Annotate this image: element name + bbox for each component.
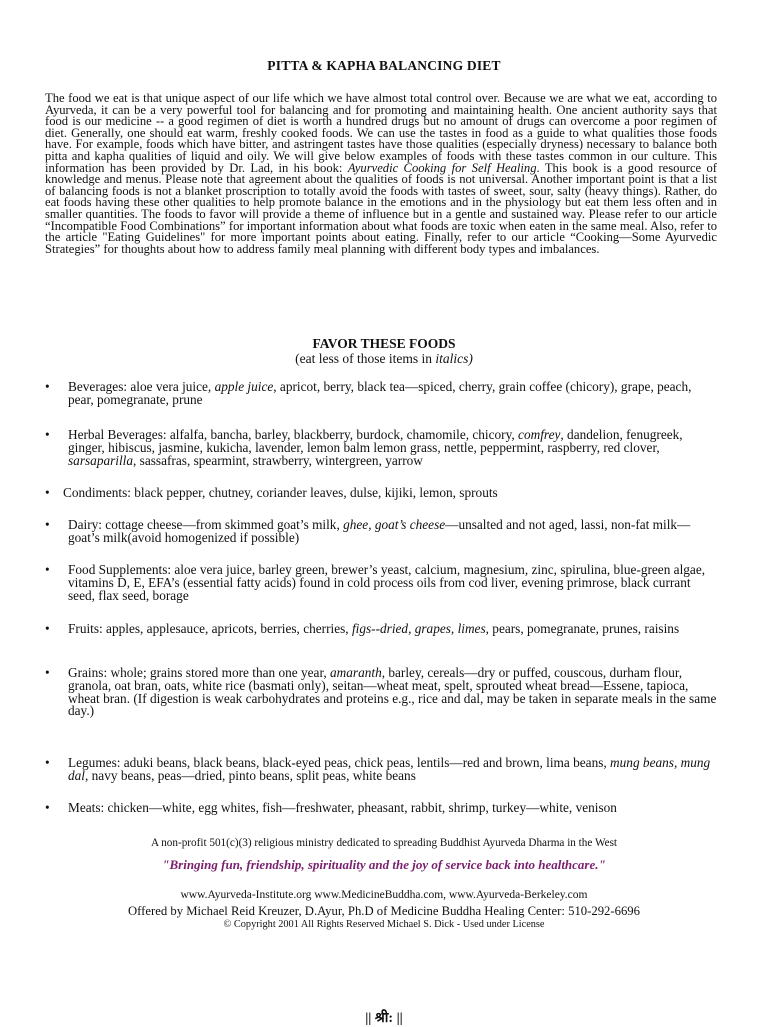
website-links: www.Ayurveda-Institute.org www.MedicineBuddha.com, www.Ayurveda-Berkeley.com: [180, 889, 588, 901]
bullet-icon: •: [45, 562, 50, 577]
text-segment: Food Supplements: aloe vera juice, barley green, brewer’s yeast, calcium, magnesium, zinc, spirulina, blue-green algae, vitamins D, E, EFA’s (essential fatty acids) found in cold process oils from cod liver, evening primrose, black currant seed, flax seed, borage: [68, 562, 706, 603]
text-segment: Legumes: aduki beans, black beans, black-eyed peas, chick peas, lentils—red and brown, lima beans,: [68, 755, 611, 770]
favor-title: FAVOR THESE FOODS: [312, 336, 456, 351]
italic-segment: figs--dried, grapes, limes: [351, 621, 486, 636]
bullet-icon: •: [45, 755, 50, 770]
list-item-text: [63, 487, 718, 500]
list-item-text: [68, 802, 718, 815]
page-title: PITTA & KAPHA BALANCING DIET: [267, 58, 501, 73]
italic-segment: amaranth: [330, 665, 382, 680]
intro-text-part-1: The food we eat is that unique aspect of our life which we have almost total control over. Because we are what we eat, according to Ayurveda, it can be a very powerful tool for balancing and for promoting and maintaining health. One ancient authority says that food is our medicine -- a good regimen of diet is worth a hundred drugs but no amount of drugs can overcome a poor regimen of diet. Generally, one should eat warm, freshly cooked foods. We can use the tastes in food as a guide to what qualities those foods have. For example, foods which have bitter, and astringent tastes have those qualities (especially dryness) necessary to balance both pitta and kapha qualities of liquid and oily. We will give below examples of foods with these tastes common in our culture. This information has been provided by Dr. Lad, in his book:: [45, 91, 717, 175]
list-item-text: [68, 429, 718, 467]
italic-segment: apple juice: [214, 379, 274, 394]
bullet-icon: •: [45, 800, 50, 815]
text-segment: Herbal Beverages: alfalfa, bancha, barley, blackberry, burdock, chamomile, chicory,: [68, 427, 519, 442]
text-segment: Grains: whole; grains stored more than one year,: [68, 665, 331, 680]
bullet-icon: •: [45, 621, 50, 636]
book-title: Ayurvedic Cooking for Self Healing: [347, 160, 537, 175]
favor-subtitle: [0, 351, 768, 366]
bullet-icon: •: [45, 665, 50, 680]
favor-subtitle-text: (eat less of those items in: [295, 351, 436, 366]
bullet-icon: •: [45, 485, 50, 500]
italic-segment: comfrey: [518, 427, 561, 442]
motto: "Bringing fun, friendship, spirituality and the joy of service back into healthcare.": [162, 857, 606, 872]
italic-segment: mung beans, mung dal: [68, 755, 711, 783]
list-item-text: [68, 381, 718, 407]
list-item-text: [68, 564, 718, 602]
text-segment: Meats: chicken—white, egg whites, fish—freshwater, pheasant, rabbit, shrimp, turkey—white, venison: [68, 800, 617, 815]
text-segment: , navy beans, peas—dried, pinto beans, split peas, white beans: [85, 767, 416, 783]
list-item-text: [68, 667, 718, 718]
favor-heading: [0, 336, 768, 366]
text-segment: , barley, cereals—dry or puffed, couscous, durham flour, granola, oat bran, oats, white rice (basmati only), seitan—wheat meat, spelt, sprouted wheat bread—Essene, tapioca, wheat bran. (If digestion is weak carbohydrates and proteins e.g., rice and dal, may be taken in separate meals in the same day.): [68, 665, 717, 719]
text-segment: , dandelion, fenugreek, ginger, hibiscus, jasmine, kukicha, lavender, lemon balm lemon grass, nettle, peppermint, raspberry, red clover,: [68, 427, 683, 455]
text-segment: , sassafras, spearmint, strawberry, wintergreen, yarrow: [133, 452, 423, 468]
text-segment: Fruits: apples, applesauce, apricots, berries, cherries,: [68, 621, 352, 636]
bullet-icon: •: [45, 517, 50, 532]
italic-segment: ghee, goat’s cheese: [343, 517, 446, 532]
org-statement: A non-profit 501(c)(3) religious ministry dedicated to spreading Buddhist Ayurveda Dharma in the West: [150, 837, 618, 849]
text-segment: Beverages: aloe vera juice,: [68, 379, 215, 394]
list-item-text: [68, 623, 718, 636]
text-segment: Dairy: cottage cheese—from skimmed goat’s milk,: [68, 517, 344, 532]
list-item-text: [68, 519, 718, 545]
list-item-text: [68, 757, 718, 783]
bullet-icon: •: [45, 427, 50, 442]
intro-paragraph: [45, 93, 717, 255]
italic-segment: sarsaparilla: [68, 452, 134, 468]
shri-symbol: || श्री: ||: [365, 1011, 403, 1026]
favor-subtitle-italic: italics): [435, 351, 473, 366]
text-segment: Condiments: black pepper, chutney, coriander leaves, dulse, kijiki, lemon, sprouts: [63, 485, 498, 500]
bullet-icon: •: [45, 379, 50, 394]
copyright: © Copyright 2001 All Rights Reserved Michael S. Dick - Used under License: [223, 919, 545, 930]
intro-text-part-2: . This book is a good resource of knowledge and menus. Please note that agreement about the qualities of foods is not universal. Another important point is that a list of balancing foods is not a blanket proscription to totally avoid the foods with tastes of sweet, sour, salty (heavy things). Rather, do eat foods having these other qualities to help promote balance in the emotions and in the physiology but eat them less often and in smaller quantities. The foods to favor will provide a theme of influence but in a gentle and sustained way. Please refer to our article “Incompatible Food Combinations” for important information about what foods are toxic when eaten in the same meal. Also, refer to the article "Eating Guidelines" for more important points about eating. Finally, refer to our article “Cooking—Some Ayurvedic Strategies” for thoughts about how to address family meal planning with different body types and imbalances.: [45, 160, 717, 256]
offered-by: Offered by Michael Reid Kreuzer, D.Ayur, Ph.D of Medicine Buddha Healing Center: 510-292-6696: [128, 904, 640, 918]
text-segment: , apricot, berry, black tea—spiced, cherry, grain coffee (chicory), grape, peach, pear, pomegranate, prune: [68, 379, 692, 407]
text-segment: , pears, pomegranate, prunes, raisins: [485, 621, 680, 636]
text-segment: —unsalted and not aged, lassi, non-fat milk—goat’s milk(avoid homogenized if possible): [68, 517, 691, 545]
